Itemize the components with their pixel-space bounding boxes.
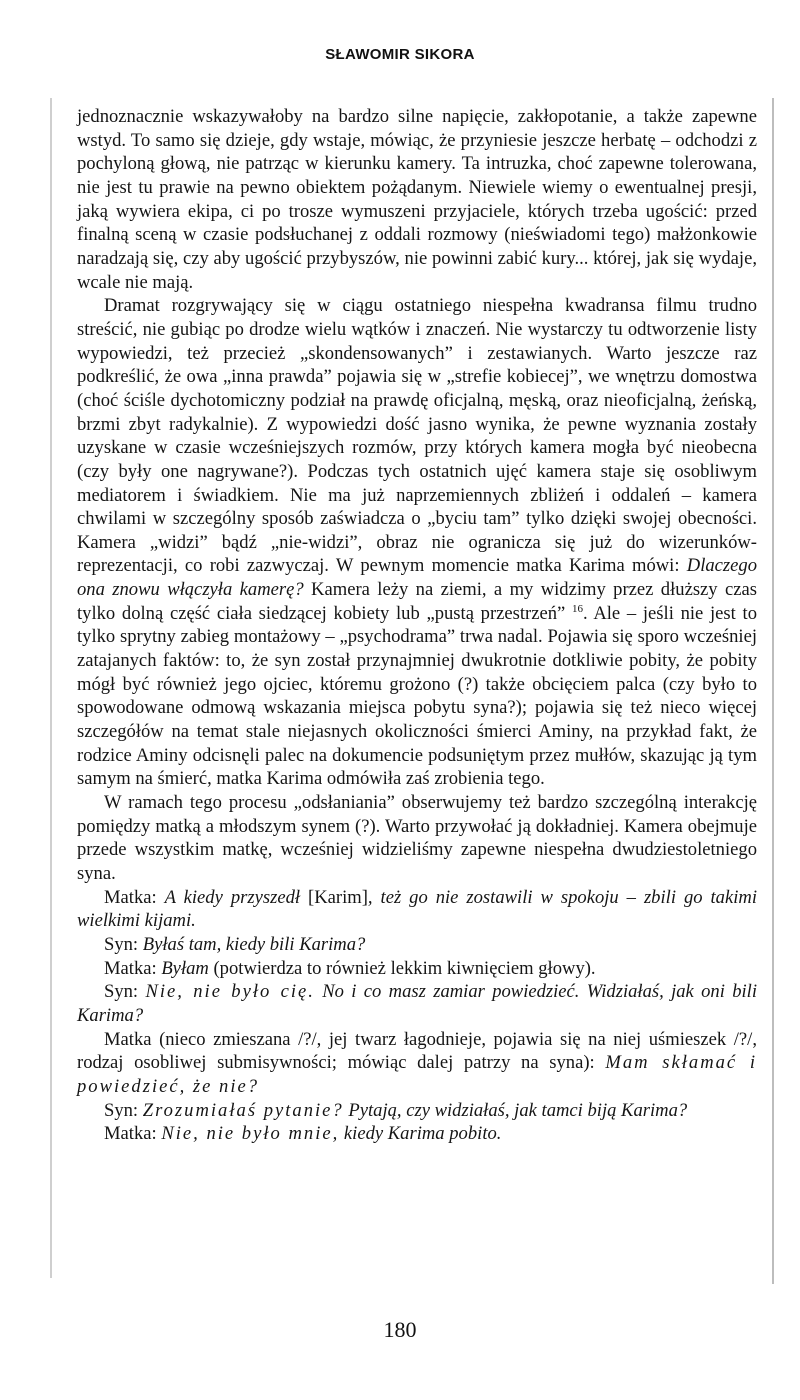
- dialogue-emphasis: Nie, nie było mnie,: [161, 1123, 340, 1145]
- dialogue-line-3: [77, 957, 757, 981]
- running-header: SŁAWOMIR SIKORA: [325, 46, 475, 63]
- dialogue-insert: [Karim]: [308, 886, 368, 908]
- dialogue-emphasis: Zrozumiałaś pytanie?: [142, 1099, 344, 1121]
- footnote-ref: 16: [572, 602, 584, 615]
- dialogue-line-4: [77, 980, 757, 1027]
- dialogue-text: A kiedy przyszedł: [164, 886, 309, 908]
- dialogue-text: , też go nie zostawili w spokoju – zbili go takimi wielkimi kijami.: [77, 886, 757, 932]
- paragraph-3: W ramach tego procesu „odsłaniania” obserwujemy też bardzo szczególną interakcję pomiędzy matką a młodszym synem (?). Warto przywołać ją dokładniej. Kamera obejmuje przede wszystkim matkę, wcześniej widzieliśmy zapewne niespełna dwudziestoletniego syna.: [77, 792, 757, 884]
- dialogue-line-7: [77, 1122, 757, 1146]
- right-margin-rule: [772, 98, 774, 1284]
- speaker-label: Matka:: [104, 886, 165, 908]
- body-text: [77, 105, 757, 1146]
- dialogue-line-2: [77, 933, 757, 957]
- paragraph-2-text-b: Kamera leży na ziemi, a my widzimy przez dłuższy czas tylko dolną część ciała siedzącej kobiety lub „pustą przestrzeń”: [77, 579, 757, 624]
- page-number: 180: [383, 1317, 417, 1342]
- speaker-label: Syn:: [104, 933, 143, 955]
- speaker-label: Matka:: [104, 957, 162, 979]
- paragraph-2-text-a: Dramat rozgrywający się w ciągu ostatniego niespełna kwadransa filmu trudno streścić, nie gubiąc po drodze wielu wątków i znaczeń. Nie wystarczy tu odtworzenie listy wypowiedzi, też przecież „skondensowanych” i zestawianych. Warto jeszcze raz podkreślić, że owa „inna prawda” pojawia się w „strefie kobiecej”, we wnętrzu domostwa (choć ściśle dychotomiczny podział na prawdę oficjalną, męską, oraz nieoficjalną, żeńską, brzmi zbyt radykalnie). Z wypowiedzi dość jasno wynika, że pewne wyznania zostały uzyskane w czasie wcześniejszych rozmów, przy których kamera mogła być nieobecna (czy były one nagrywane?). Podczas tych ostatnich ujęć kamera staje się osobliwym mediatorem i świadkiem. Nie ma już naprzemiennych zbliżeń i oddaleń – kamera chwilami w szczególny sposób zaświadcza o „byciu tam” tylko dzięki swojej obecności. Kamera „widzi” bądź „nie-widzi”, obraz nie ogranicza się już do wizerunków-reprezentacji, co robi zazwyczaj. W pewnym momencie matka Karima mówi:: [77, 295, 757, 577]
- dialogue-line-6: [77, 1099, 757, 1123]
- speaker-label: Syn:: [104, 981, 146, 1003]
- dialogue-text: Byłaś tam, kiedy bili Karima?: [142, 933, 366, 955]
- stage-direction: Matka (nieco zmieszana /?/, jej twarz łagodnieje, pojawia się na niej uśmieszek /?/, rodzaj osobliwej submisywności; mówiąc dalej patrzy na syna):: [77, 1028, 757, 1074]
- dialogue-line-1: [77, 886, 757, 933]
- paragraph-2: [77, 294, 757, 791]
- dialogue-text: Byłam: [161, 957, 209, 979]
- left-margin-rule: [50, 98, 52, 1278]
- dialogue-text: No i co masz zamiar powiedzieć. Widziałaś, jak oni bili Karima?: [77, 981, 758, 1026]
- paragraph-2-text-c: . Ale – jeśli nie jest to tylko sprytny zabieg montażowy – „psychodrama” trwa nadal. Pojawia się sporo wcześniej zatajanych faktów: to, że syn został przynajmniej dwukrotnie dotkliwie pobity, że pobity mógł być również jego ojciec, któremu grożono (?) także obcięciem palca (czy było to spowodowane odmową wskazania miejsca pobytu syna?); pojawia się też nieco więcej szczegółów na temat stale niejasnych okoliczności śmierci Aminy, na przykład fakt, że rodzice Aminy odcisnęli palec na dokumencie podsuniętym przez mułłów, skazując ją tym samym na śmierć, matka Karima odmówiła zaś zrobienia tego.: [77, 602, 757, 790]
- paragraph-2-quote: Dlaczego ona znowu włączyła kamerę?: [77, 555, 757, 601]
- dialogue-emphasis: Mam skłamać i powiedzieć, że nie?: [77, 1052, 757, 1097]
- dialogue-emphasis: Nie, nie było cię.: [145, 981, 315, 1003]
- paragraph-1: jednoznacznie wskazywałoby na bardzo silne napięcie, zakłopotanie, a także zapewne wstyd. To samo się dzieje, gdy wstaje, mówiąc, że przyniesie jeszcze herbatę – odchodzi z pochyloną głową, nie patrząc w kierunku kamery. Ta intruzka, choć zapewne tolerowana, nie jest tu prawie na pewno obiektem pożądanym. Niewiele wiemy o ewentualnej presji, jaką wywiera ekipa, ci po trosze wymuszeni przyjaciele, których trzeba ugościć: przed finalną sceną w czasie podsłuchanej z oddali rozmowy (nieświadomi tego) małżonkowie naradzają się, czy aby ugościć przybyszów, nie powinni zabić kury... której, jak się wydaje, wcale nie mają.: [77, 106, 757, 293]
- dialogue-text: kiedy Karima pobito.: [339, 1123, 502, 1145]
- dialogue-line-5: [77, 1028, 757, 1099]
- dialogue-text: Pytają, czy widziałaś, jak tamci biją Karima?: [343, 1099, 688, 1121]
- stage-direction: (potwierdza to również lekkim kiwnięciem głowy).: [208, 957, 596, 979]
- speaker-label: Matka:: [104, 1123, 162, 1145]
- speaker-label: Syn:: [104, 1099, 143, 1121]
